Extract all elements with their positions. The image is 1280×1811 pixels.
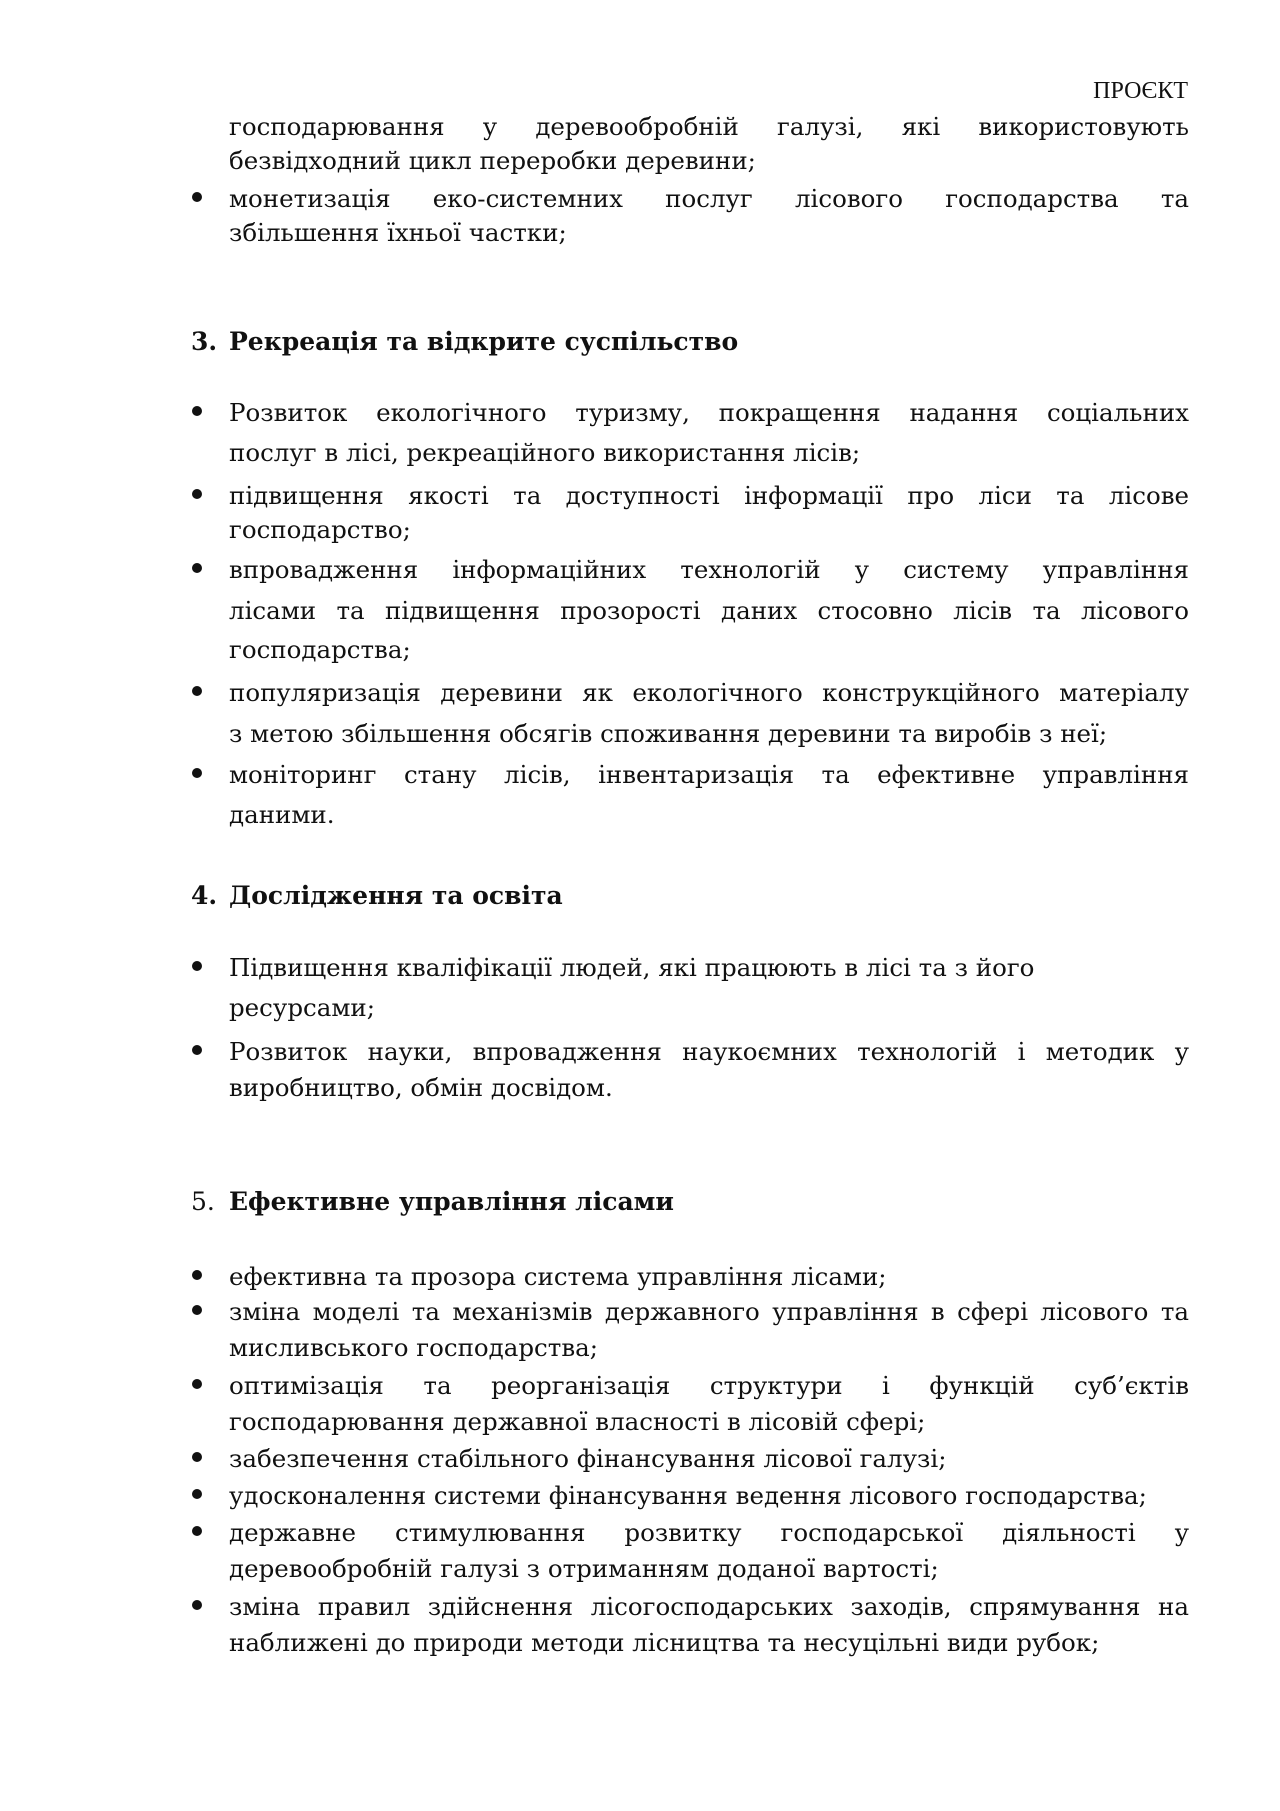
list-item: популяризація деревини як екологічного конструкційного матеріалу bbox=[229, 678, 1189, 707]
list-item: державне стимулювання розвитку господарської діяльності у bbox=[229, 1518, 1189, 1547]
section-number: 3. bbox=[191, 327, 218, 356]
list-item: зміна правил здійснення лісогосподарських заходів, спрямування на bbox=[229, 1592, 1189, 1621]
bullet-icon bbox=[190, 961, 204, 975]
intro-continuation-line: безвідходний цикл переробки деревини; bbox=[229, 146, 756, 175]
list-item: зміна моделі та механізмів державного управління в сфері лісового та bbox=[229, 1297, 1189, 1326]
section-heading: Рекреація та відкрите суспільство bbox=[229, 327, 739, 356]
list-item-continuation: збільшення їхньої частки; bbox=[229, 218, 567, 247]
list-item-continuation: господарювання державної власності в лісовій сфері; bbox=[229, 1407, 926, 1436]
section-number: 4. bbox=[191, 881, 218, 910]
bullet-icon bbox=[190, 1379, 204, 1393]
intro-continuation-line: господарювання у деревообробній галузі, які використовують bbox=[229, 112, 1189, 141]
list-item-continuation: даними. bbox=[229, 800, 335, 829]
list-item-continuation: деревообробній галузі з отриманням доданої вартості; bbox=[229, 1554, 939, 1583]
bullet-icon bbox=[190, 406, 204, 420]
bullet-icon bbox=[190, 1270, 204, 1284]
list-item: монетизація еко-системних послуг лісового господарства та bbox=[229, 184, 1189, 213]
list-item: ефективна та прозора система управління лісами; bbox=[229, 1262, 887, 1291]
section-number: 5. bbox=[191, 1187, 215, 1216]
list-item: Розвиток науки, впровадження наукоємних технологій і методик у bbox=[229, 1037, 1189, 1066]
list-item-continuation: виробництво, обмін досвідом. bbox=[229, 1073, 613, 1102]
list-item-continuation: послуг в лісі, рекреаційного використання лісів; bbox=[229, 438, 861, 467]
list-item: забезпечення стабільного фінансування лісової галузі; bbox=[229, 1444, 947, 1473]
list-item-continuation: наближені до природи методи лісництва та несуцільні види рубок; bbox=[229, 1628, 1100, 1657]
bullet-icon bbox=[190, 489, 204, 503]
list-item-continuation: лісами та підвищення прозорості даних стосовно лісів та лісового bbox=[229, 596, 1189, 625]
bullet-icon bbox=[190, 768, 204, 782]
bullet-icon bbox=[190, 1489, 204, 1503]
list-item-continuation: господарство; bbox=[229, 515, 411, 544]
bullet-icon bbox=[190, 686, 204, 700]
list-item: оптимізація та реорганізація структури і функцій суб’єктів bbox=[229, 1371, 1189, 1400]
bullet-icon bbox=[190, 563, 204, 577]
list-item-continuation: з метою збільшення обсягів споживання деревини та виробів з неї; bbox=[229, 719, 1108, 748]
bullet-icon bbox=[190, 1526, 204, 1540]
list-item: підвищення якості та доступності інформації про ліси та лісове bbox=[229, 481, 1189, 510]
section-heading: Ефективне управління лісами bbox=[229, 1187, 674, 1216]
list-item: Підвищення кваліфікації людей, які працюють в лісі та з його bbox=[229, 953, 1035, 982]
list-item: моніторинг стану лісів, інвентаризація та ефективне управління bbox=[229, 760, 1189, 789]
bullet-icon bbox=[190, 1305, 204, 1319]
list-item: впровадження інформаційних технологій у систему управління bbox=[229, 555, 1189, 584]
list-item-continuation: ресурсами; bbox=[229, 993, 375, 1022]
list-item-continuation: господарства; bbox=[229, 635, 411, 664]
list-item: удосконалення системи фінансування ведення лісового господарства; bbox=[229, 1481, 1147, 1510]
draft-stamp: ПРОЄКТ bbox=[1093, 78, 1188, 104]
list-item-continuation: мисливського господарства; bbox=[229, 1333, 598, 1362]
list-item: Розвиток екологічного туризму, покращення надання соціальних bbox=[229, 398, 1189, 427]
bullet-icon bbox=[190, 1452, 204, 1466]
bullet-icon bbox=[190, 192, 204, 206]
section-heading: Дослідження та освіта bbox=[229, 881, 563, 910]
bullet-icon bbox=[190, 1045, 204, 1059]
bullet-icon bbox=[190, 1600, 204, 1614]
